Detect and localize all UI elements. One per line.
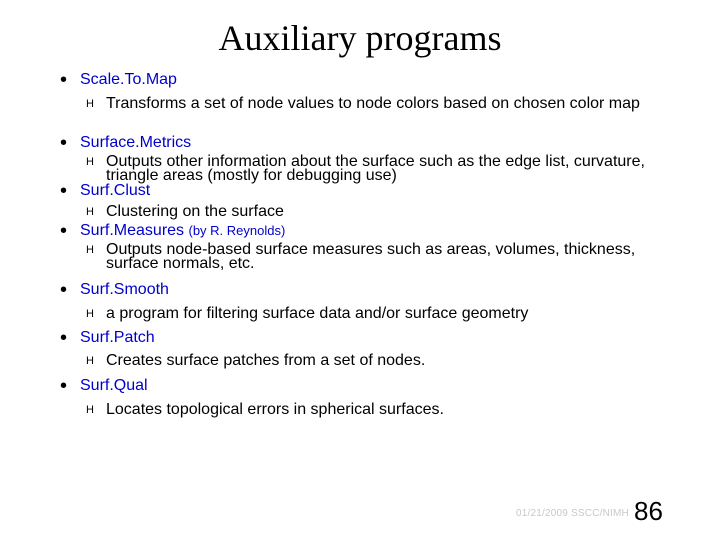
list-item-description: H Transforms a set of node values to node colors based on chosen color map	[86, 95, 640, 112]
program-name: Surf.Qual	[80, 377, 148, 394]
list-item	[60, 375, 680, 397]
sub-bullet-icon: H	[86, 156, 94, 168]
page-number: 86	[634, 496, 663, 526]
list-item-description: H Outputs other information about the surface such as the edge list, curvature, triangle areas (mostly for debugging use)	[86, 153, 645, 184]
list-item	[60, 279, 680, 301]
sub-bullet-icon: H	[86, 308, 94, 320]
program-name: Scale.To.Map	[80, 71, 177, 88]
footer-date: 01/21/2009 SSCC/NIMH	[516, 508, 629, 519]
slide-title: Auxiliary programs	[218, 18, 502, 58]
sub-bullet-icon: H	[86, 404, 94, 416]
list-item-description: H Creates surface patches from a set of nodes.	[86, 352, 426, 369]
list-item-description: H Outputs node-based surface measures such as areas, volumes, thickness, surface normals, etc.	[86, 241, 636, 272]
author-note: (by R. Reynolds)	[188, 223, 286, 238]
list-item-description: H a program for filtering surface data and/or surface geometry	[86, 305, 529, 322]
bullet-icon: •	[60, 279, 68, 301]
program-name: Surf.Smooth	[80, 281, 169, 298]
program-name: Surface.Metrics	[80, 134, 192, 151]
list-item	[60, 220, 680, 242]
bullet-icon: •	[60, 69, 68, 91]
bullet-icon: •	[60, 180, 68, 202]
bullet-icon: •	[60, 375, 68, 397]
list-item-description: H Locates topological errors in spherical surfaces.	[86, 401, 444, 418]
sub-bullet-icon: H	[86, 244, 94, 256]
list-item	[60, 132, 680, 154]
bullet-icon: •	[60, 327, 68, 349]
program-name: Surf.Clust	[80, 182, 151, 199]
program-name: Surf.Patch	[80, 329, 155, 346]
sub-bullet-icon: H	[86, 355, 94, 367]
list-item-description: H Clustering on the surface	[86, 203, 284, 220]
bullet-icon: •	[60, 132, 68, 154]
sub-bullet-icon: H	[86, 98, 94, 110]
sub-bullet-icon: H	[86, 206, 94, 218]
list-item	[60, 69, 680, 91]
program-name: Surf.Measures	[80, 222, 185, 239]
list-item	[60, 327, 680, 349]
bullet-icon: •	[60, 220, 68, 242]
list-item	[60, 180, 680, 202]
